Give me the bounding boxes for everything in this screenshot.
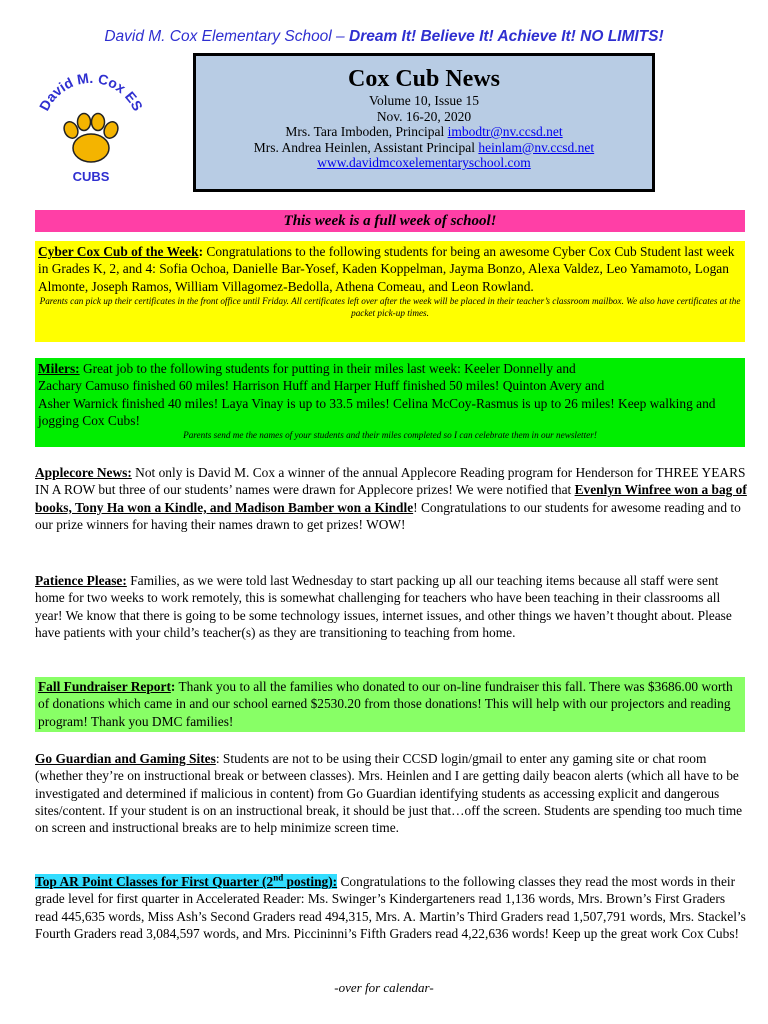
assistant-principal-line [196,140,652,156]
milers-note: Parents send me the names of your students and their miles completed so I can celebrate them in our newsletter! [183,430,597,441]
applecore-body-2: ! Congratulations to our students for awesome reading and to our prize winners for having their names drawn to get prizes! WOW! [35,499,741,532]
ar-points-section [35,873,747,942]
full-week-banner: This week is a full week of school! [35,210,745,232]
cyber-cub-colon: : [198,244,204,259]
assistant-label: Mrs. Andrea Heinlen, Assistant Principal [253,139,479,155]
school-tagline [0,28,768,46]
milers-line-1 [38,360,742,377]
principal-label: Mrs. Tara Imboden, Principal [285,124,448,139]
applecore-section [35,464,747,533]
milers-body-1: Great job to the following students for putting in their miles last week: Keeler Donnelly and [79,361,576,376]
school-logo [30,64,152,188]
milers-section [35,358,745,447]
milers-line-2: Zachary Camuso finished 60 miles! Harrison Huff and Harper Huff finished 50 miles! Quinton Avery and [38,378,605,394]
ar-heading-post: posting): [283,874,338,889]
issue-dates: Nov. 16-20, 2020 [376,108,472,124]
cyber-cub-paragraph [38,243,742,295]
cyber-cub-heading: Cyber Cox Cub of the Week [38,244,199,259]
tagline-motto: Dream It! Believe It! Achieve It! NO LIMITS! [344,28,664,45]
principal-email-link[interactable]: imbodtr@nv.ccsd.net [447,124,563,139]
patience-section [35,572,747,641]
website-link[interactable]: www.davidmcoxelementaryschool.com [317,155,531,170]
applecore-heading: Applecore News: [35,465,132,480]
go-guardian-heading: Go Guardian and Gaming Sites [35,751,216,766]
cyber-cub-note: Parents can pick up their certificates in the front office until Friday. All certificates left over after the week will be placed in their teacher’s classroom mailbox. We also have certificates at the packet pick-up times. [39,295,741,318]
paw-icon [62,114,121,163]
go-guardian-section [35,750,747,836]
cyber-cub-body: Congratulations to the following students for being an awesome Cyber Cox Cub Student last week in Grades K, 2, and 4: Sofia Ochoa, Danielle Bar-Yosef, Kaden Koppelman, Jayma Bonzo, Alexa Valdez, Leo Yamamoto, Logan Almonte, Joseph Ramos, William Villagomez-Bedolla, Athena Comeau, and Leon Rowland. [38,244,735,294]
fundraiser-body: Thank you to all the families who donated to our on-line fundraiser this fall. There was $3686.00 worth of donations which came in and our school earned $2530.20 from those donations! This will help with our projectors and reading program! Thank you DMC families! [38,679,733,729]
ar-points-body: Congratulations to the following classes they read the most words in their grade level for first quarter in Accelerated Reader: Ms. Swinger’s Kindergarteners read 1,136 words, Mrs. Brown’s First Graders read 445,635 words, Miss Ash’s Second Graders read 494,315, Mrs. A. Martin’s Third Graders read 1,507,791 words, Mrs. Stackel’s Fourth Graders read 3,084,597 words, and Mrs. Piccininni’s Fifth Graders read 4,22,636 words! Keep up the great work Cox Cubs! [35,874,746,941]
ar-heading-sup: nd [273,872,284,883]
patience-heading: Patience Please: [35,573,127,588]
assistant-email-link[interactable]: heinlam@nv.ccsd.net [478,139,595,155]
website-line [196,155,652,171]
milers-heading: Milers: [38,361,80,376]
principal-line [196,124,652,140]
patience-body: Families, as we were told last Wednesday to start packing up all our teaching items because all staff were sent home for two weeks to work remotely, this is somewhat challenging for teachers who have been teaching in their classrooms all year! We know that there is going to be some technology issues, internet issues, and other things we haven’t thought about. Please have patients with your child’s teacher(s) as they are transitioning to teaching from home. [35,573,732,640]
fundraiser-heading: Fall Fundraiser Report [38,679,171,694]
newsletter-title: Cox Cub News [347,66,500,92]
cyber-cub-section [35,241,745,342]
logo-caption: CUBS [72,169,110,184]
tagline-school: David M. Cox Elementary School – [104,28,345,45]
volume-issue: Volume 10, Issue 15 [369,93,479,108]
applecore-winners: Evenlyn Winfree won a bag of books, Tony Ha won a Kindle, and Madison Bamber won a Kindle [35,482,747,515]
fundraiser-colon: : [170,679,176,694]
applecore-body-1: Not only is David M. Cox a winner of the annual Applecore Reading program for Henderson for THREE YEARS IN A ROW but three of our students’ names were drawn for Applecore prizes! We were notified that [35,465,746,498]
newsletter-masthead [193,53,655,192]
milers-line-3: Asher Warnick finished 40 miles! Laya Vinay is up to 33.5 miles! Celina McCoy-Rasmus is up to 26 miles! Keep walking and jogging Cox Cubs! [38,395,716,428]
ar-points-heading [35,874,337,889]
logo-arc-text: David M. Cox ES [35,69,147,114]
over-for-calendar: -over for calendar- [334,980,434,995]
ar-heading-pre: Top AR Point Classes for First Quarter (2 [35,874,274,889]
go-guardian-body: : Students are not to be using their CCSD login/gmail to enter any gaming site or chat room (whether they’re on instructional break or between classes). Mrs. Heinlen and I are getting daily beacon alerts (which all have to be investigated and determined if malicious in content) from Go Guardian identifying students as accessing explicit and dangerous sites/content. If your student is on an instructional break, it should be just that…off the screen. Students are spending too much time on screen and instructional breaks are to help minimize screen time. [35,751,743,836]
fundraiser-section [35,677,745,732]
